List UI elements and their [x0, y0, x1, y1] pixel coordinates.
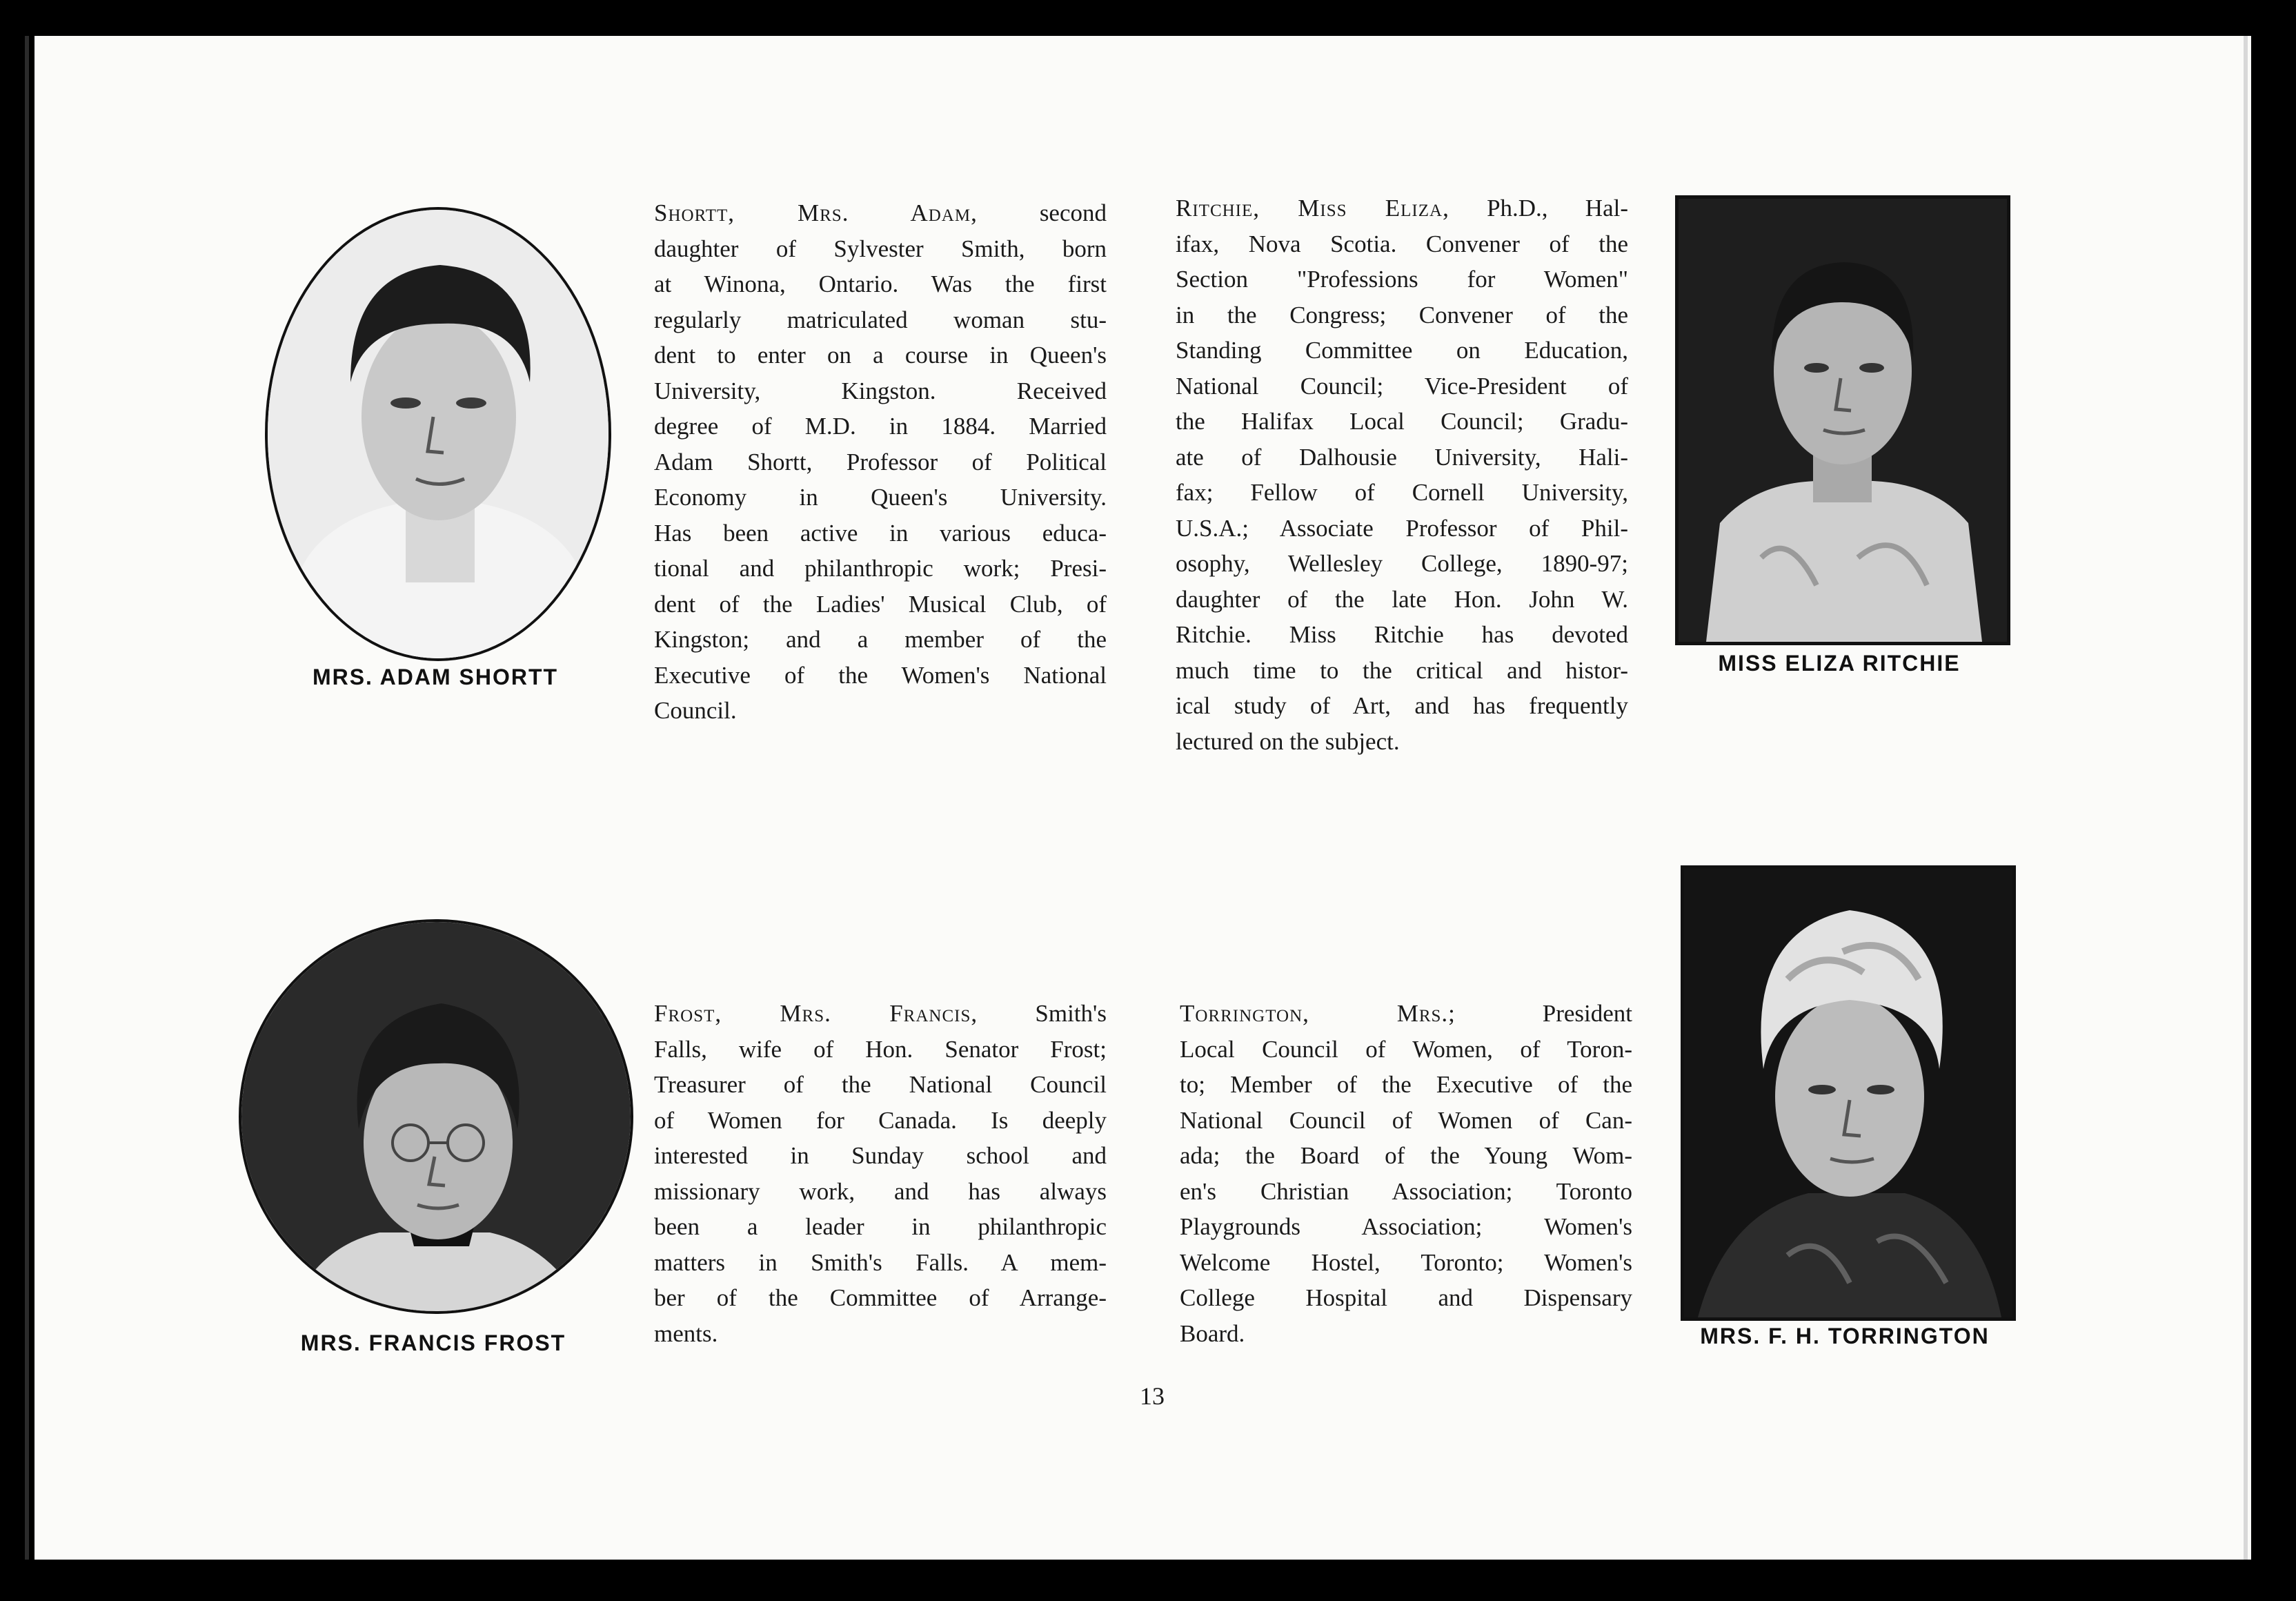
portrait-mrs-f-h-torrington	[1681, 865, 2016, 1321]
portrait-caption: MRS. F. H. TORRINGTON	[1700, 1324, 1990, 1348]
portrait-miss-eliza-ritchie	[1675, 195, 2010, 645]
portrait-caption: MISS ELIZA RITCHIE	[1718, 651, 1961, 676]
biography-frost: Frost, Mrs. Francis, Smith's Falls, wife of Hon. Senator Frost; Treasurer of the National Council of Women for Canada. Is deeply interested in Sunday school and missionary work, and has always been a leader in philanthropic matters in Smith's Falls. A mem- ber of the Committee of Arrange- ments.	[654, 1000, 1107, 1347]
portrait-mrs-francis-frost	[239, 919, 633, 1314]
biography-shortt: Shortt, Mrs. Adam, second daughter of Sylvester Smith, born at Winona, Ontario. Was the first regularly matriculated woman stu- dent to enter on a course in Queen's University, Kingston. Received degree of M.D. in 1884. Married Adam Shortt, Professor of Political Economy in Queen's University. Has been active in various educa- tional and philanthropic work; Presi- dent of the Ladies' Musical Club, of Kingston; and a member of the Executive of the Women's National Council.	[654, 199, 1107, 724]
biography-name: Torrington, Mrs.;	[1180, 1000, 1456, 1027]
page-outer-edge	[2244, 36, 2248, 1560]
biography-torrington: Torrington, Mrs.; President Local Council of Women, of Toron- to; Member of the Executive of the National Council of Women of Can- ada; the Board of the Young Wom- en's Christian Association; Toronto Playgrounds Association; Women's Welcome Hostel, Toronto; Women's College Hospital and Dispensary Board.	[1180, 1000, 1632, 1347]
biography-name: Frost, Mrs. Francis,	[654, 1000, 978, 1027]
portrait-caption: MRS. ADAM SHORTT	[312, 665, 559, 689]
portrait-mrs-adam-shortt	[265, 207, 611, 661]
biography-name: Ritchie, Miss Eliza,	[1176, 195, 1449, 222]
biography-ritchie: Ritchie, Miss Eliza, Ph.D., Hal- ifax, Nova Scotia. Convener of the Section "Professions for Women" in the Congress; Convener of the Standing Committee on Education, National Council; Vice-President of the Halifax Local Council; Gradu- ate of Dalhousie University, Hali- fax; Fellow of Cornell University, U.S.A.; Associate Professor of Phil- osophy, Wellesley College, 1890-97; daughter of the late Hon. John W. Ritchie. Miss Ritchie has devoted much time to the critical and histor- ical study of Art, and has frequently lectured on the subject.	[1176, 195, 1628, 755]
page-number: 13	[1140, 1382, 1165, 1410]
page-gutter-edge	[25, 36, 29, 1560]
biography-name: Shortt, Mrs. Adam,	[654, 199, 978, 226]
portrait-caption: MRS. FRANCIS FROST	[300, 1330, 566, 1355]
